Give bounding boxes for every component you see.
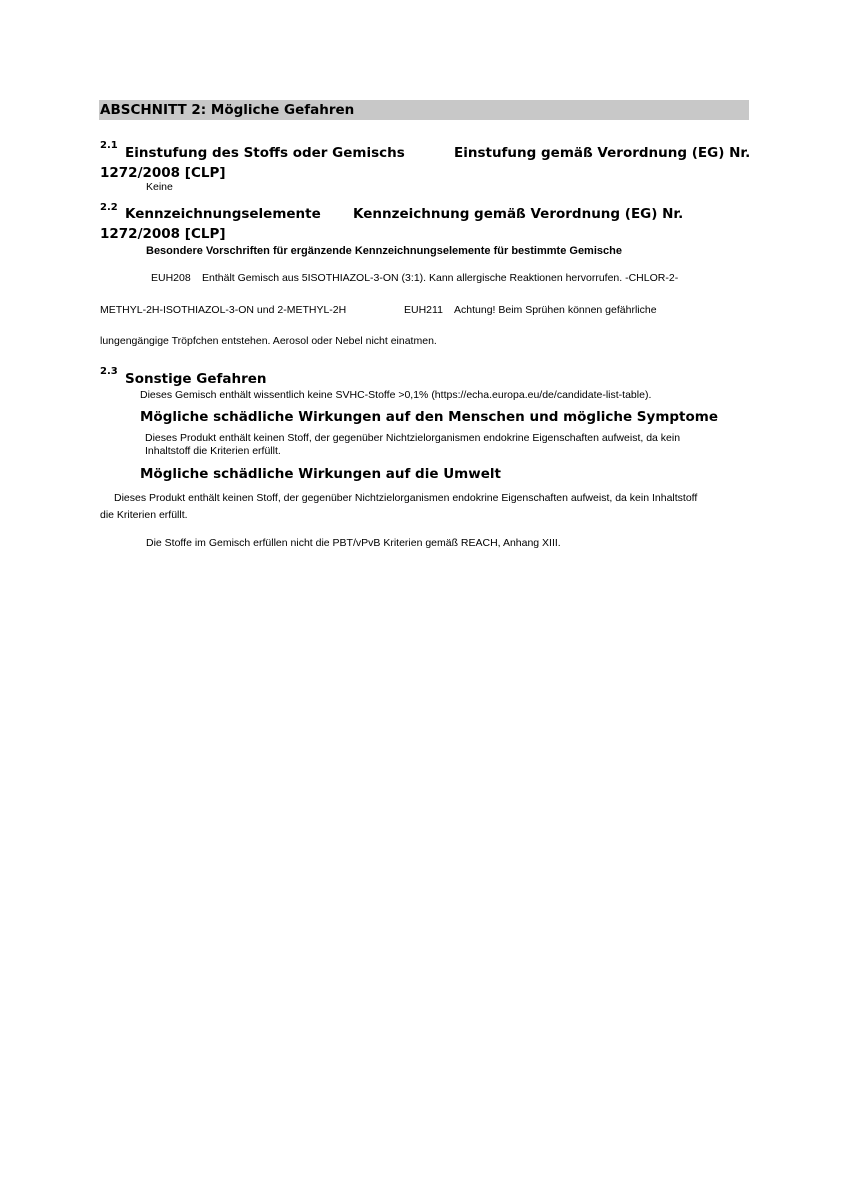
human-effects-heading: Mögliche schädliche Wirkungen auf den Menschen und mögliche Symptome xyxy=(140,409,719,425)
svhc-text: Dieses Gemisch enthält wissentlich keine SVHC-Stoffe >0,1% (https://echa.europa.eu/de/candidate-list-table). xyxy=(140,389,652,401)
euh208-text: Enthält Gemisch aus 5ISOTHIAZOL-3-ON (3:1). Kann allergische Reaktionen hervorrufen. -CHLOR-2- xyxy=(202,272,679,284)
regulation-heading-2-2: Kennzeichnung gemäß Verordnung (EG) Nr. xyxy=(353,206,684,222)
pbt-vpvb-text: Die Stoffe im Gemisch erfüllen nicht die PBT/vPvB Kriterien gemäß REACH, Anhang XIII. xyxy=(146,537,561,549)
subsection-heading-2-1: Einstufung des Stoffs oder Gemischs xyxy=(125,145,405,161)
euh208-code: EUH208 xyxy=(151,272,191,284)
human-effects-text-line1: Dieses Produkt enthält keinen Stoff, der gegenüber Nichtzielorganismen endokrine Eigenschaften aufweist, da kein xyxy=(145,432,681,444)
subsection-number-2-3: 2.3 xyxy=(100,366,118,377)
subsection-heading-2-3: Sonstige Gefahren xyxy=(125,371,267,387)
classification-value: Keine xyxy=(146,181,173,193)
subsection-number-2-2: 2.2 xyxy=(100,202,118,213)
euh211-text-cont: lungengängige Tröpfchen entstehen. Aerosol oder Nebel nicht einatmen. xyxy=(100,335,437,347)
euh211-text: Achtung! Beim Sprühen können gefährliche xyxy=(454,304,657,316)
environment-effects-text-line2: die Kriterien erfüllt. xyxy=(100,509,188,521)
environment-effects-heading: Mögliche schädliche Wirkungen auf die Umwelt xyxy=(140,466,501,482)
section-title: ABSCHNITT 2: Mögliche Gefahren xyxy=(100,102,355,118)
euh211-code: EUH211 xyxy=(404,304,443,316)
subsection-number-2-1: 2.1 xyxy=(100,140,118,151)
regulation-heading-2-1-cont: 1272/2008 [CLP] xyxy=(100,165,226,181)
environment-effects-text-line1: Dieses Produkt enthält keinen Stoff, der gegenüber Nichtzielorganismen endokrine Eigenschaften aufweist, da kein Inhaltstoff xyxy=(114,492,698,504)
regulation-heading-2-1: Einstufung gemäß Verordnung (EG) Nr. xyxy=(454,145,751,161)
regulation-heading-2-2-cont: 1272/2008 [CLP] xyxy=(100,226,226,242)
euh208-text-cont: METHYL-2H-ISOTHIAZOL-3-ON und 2-METHYL-2H xyxy=(100,304,347,316)
special-provisions-heading: Besondere Vorschriften für ergänzende Kennzeichnungselemente für bestimmte Gemische xyxy=(146,245,622,257)
subsection-heading-2-2: Kennzeichnungselemente xyxy=(125,206,321,222)
human-effects-text-line2: Inhaltstoff die Kriterien erfüllt. xyxy=(145,445,281,457)
